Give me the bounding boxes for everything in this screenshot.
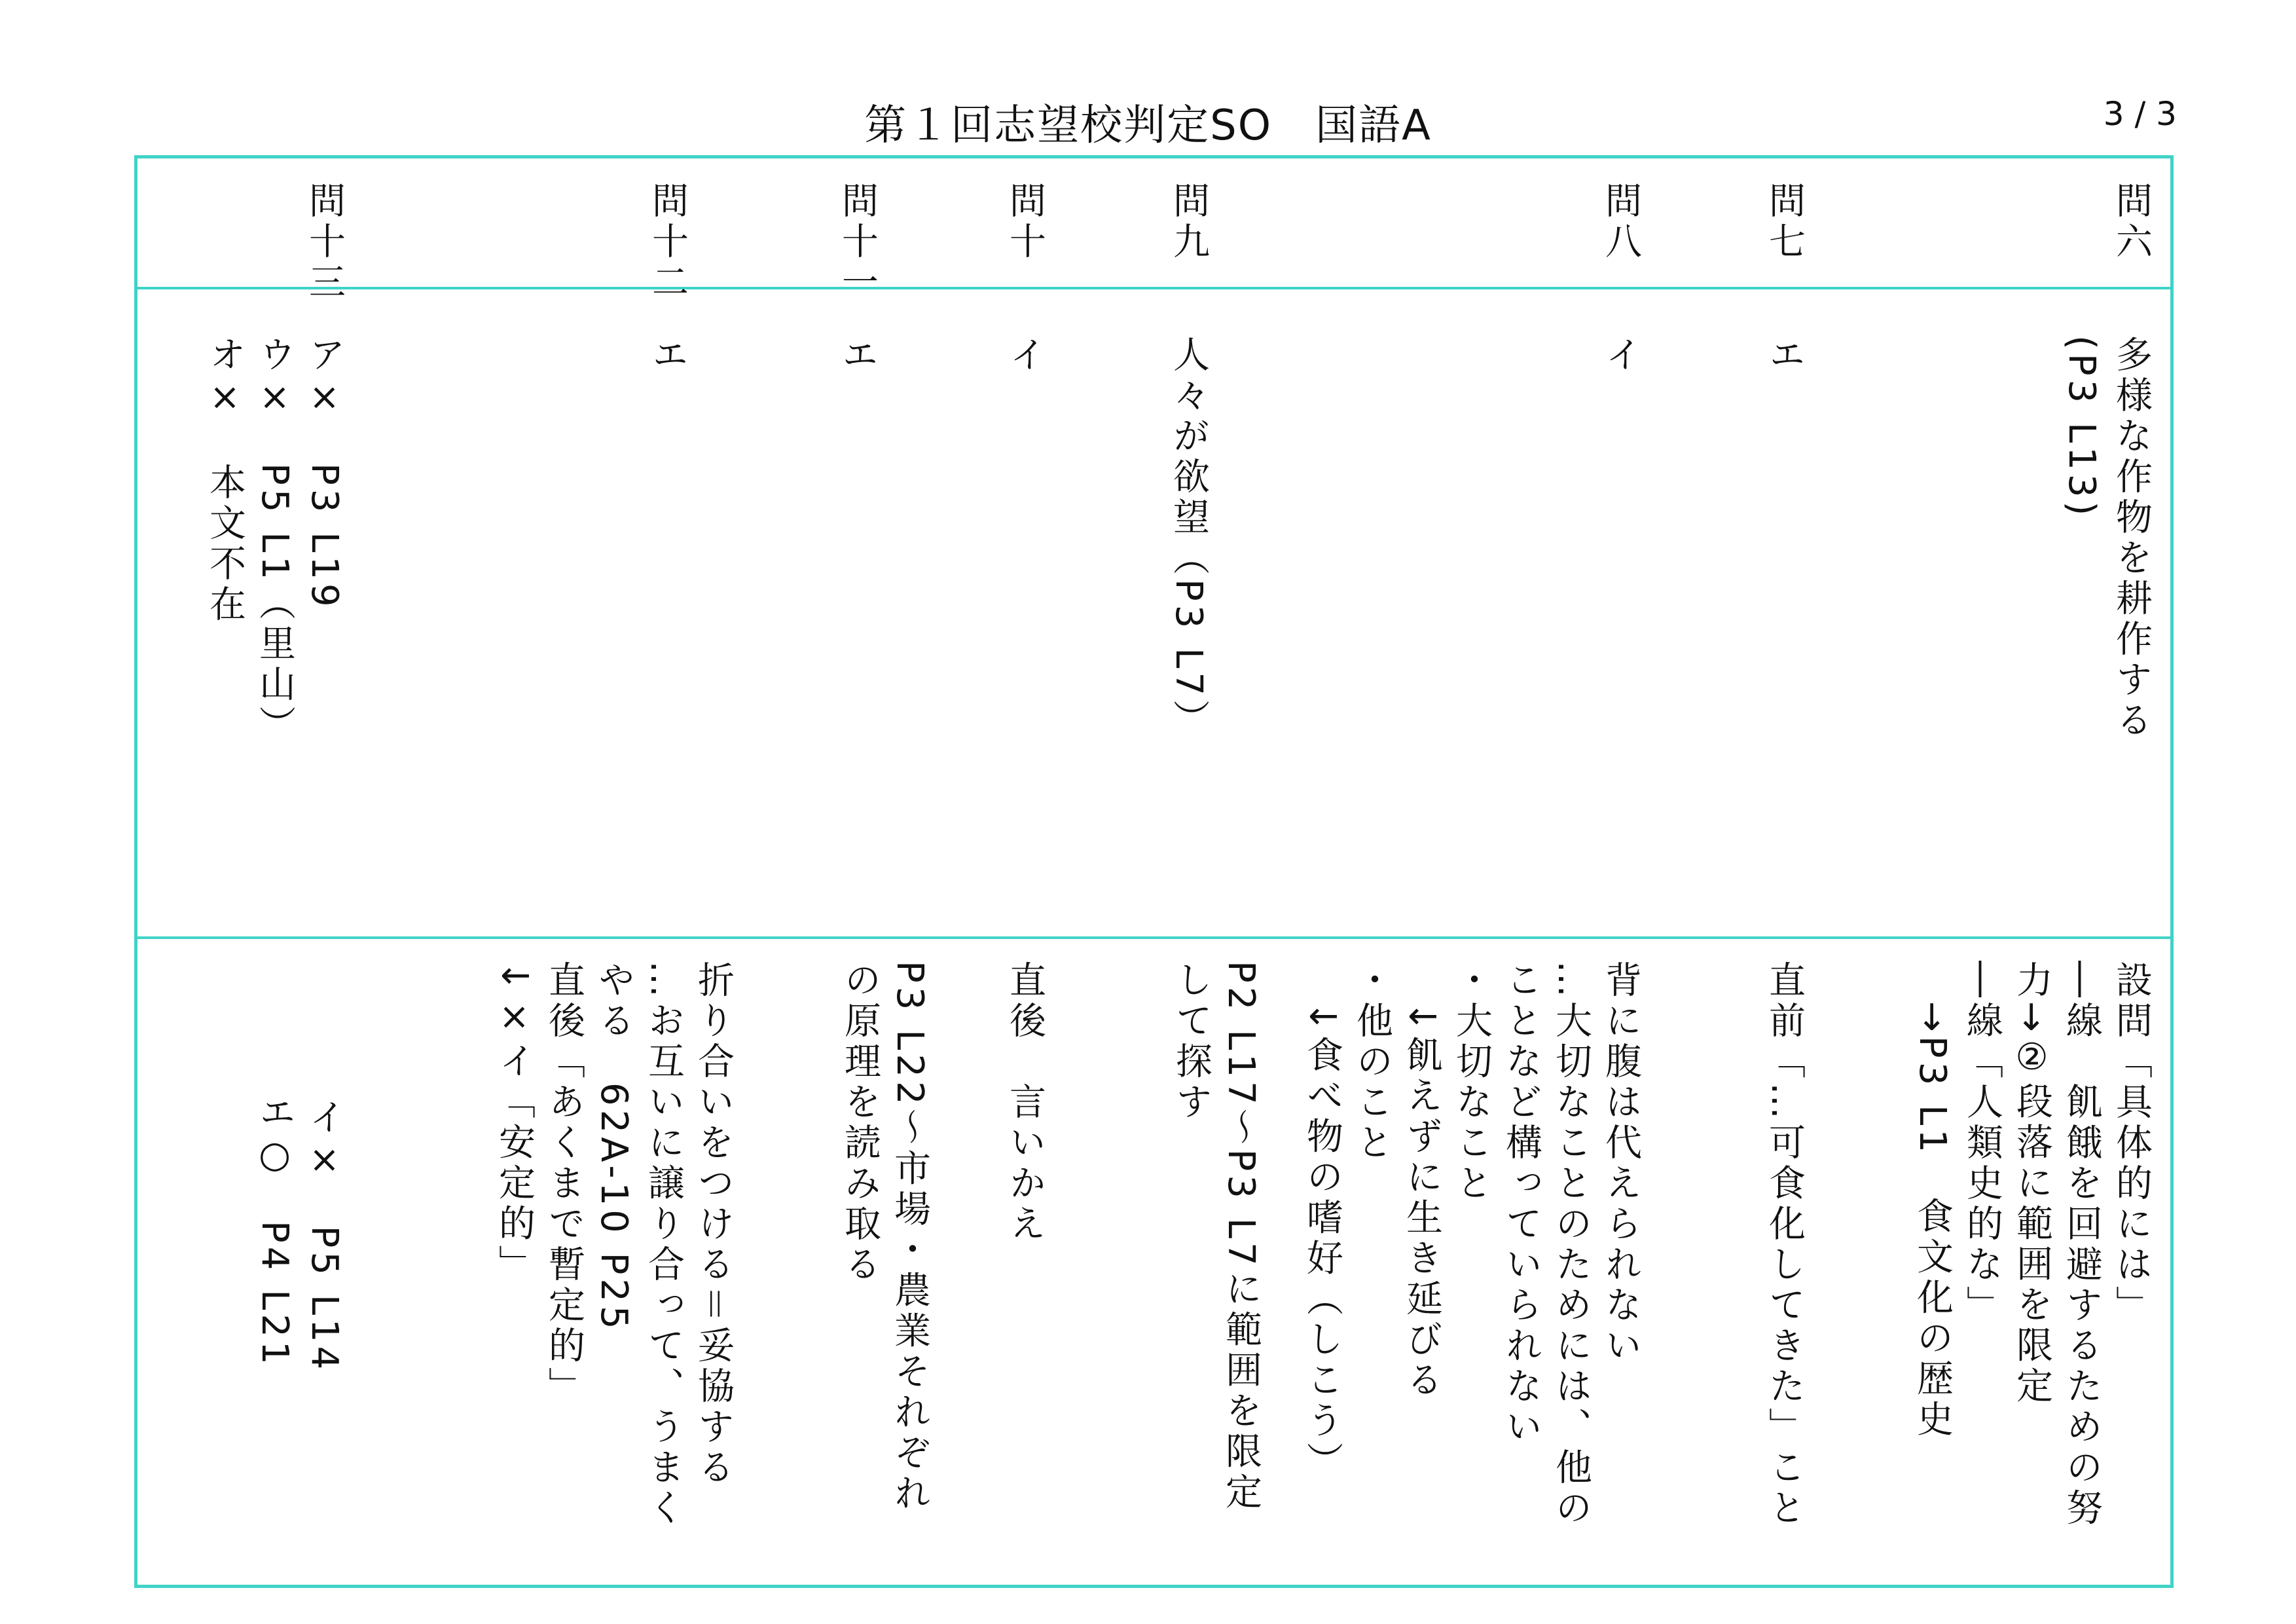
note-6: 設問「具体的には」 ―線 飢餓を回避するための努 力→②段落に範囲を限定 ―線「人類史的な」 →P3 L1 食文化の歴史 <box>1911 961 2153 1529</box>
question-label-7: 問七 <box>1763 181 1806 263</box>
question-label-9: 問九 <box>1167 181 1210 263</box>
question-label-8: 問八 <box>1599 181 1642 263</box>
answer-7: エ <box>1763 335 1806 376</box>
question-label-11: 問十一 <box>836 181 879 303</box>
note-7: 直前「…可食化してきた」こと <box>1763 961 1806 1529</box>
question-label-12: 問十二 <box>646 181 689 303</box>
notes-separator <box>137 936 2170 939</box>
note-9: P2 L17～P3 L7に範囲を限定 して探す <box>1170 961 1262 1513</box>
answer-8: イ <box>1599 335 1642 376</box>
note-8: 背に腹は代えられない …大切なことのためには、他の ことなど構っていられない ・大切なこと ↓飢えずに生き延びる ・他のこと ↓食べ物の嗜好（しこう） <box>1301 961 1642 1529</box>
question-label-6: 問六 <box>2110 181 2153 263</box>
page-number: 3 / 3 <box>2103 95 2177 133</box>
answer-12: エ <box>646 335 689 376</box>
answer-9: 人々が欲望（P3 L7） <box>1167 335 1210 741</box>
document-title: 第１回志望校判定SO 国語A <box>864 101 1432 150</box>
note-10: 直後 言いかえ <box>1004 961 1046 1245</box>
header-separator <box>137 287 2170 289</box>
answer-table <box>134 155 2174 1588</box>
question-label-10: 問十 <box>1004 181 1046 263</box>
answer-6: 多様な作物を耕作する (P3 L13) <box>2060 335 2153 741</box>
answer-11: エ <box>836 335 879 376</box>
note-11: P3 L22～市場・農業それぞれ の原理を読み取る <box>839 961 931 1515</box>
answer-13: ア× P3 L19 イ× P5 L14 ウ× P5 L1（里山） エ○ P4 L21 オ× 本文不在 <box>204 335 346 1374</box>
question-label-13: 問十三 <box>303 181 346 303</box>
answer-10: イ <box>1004 335 1046 376</box>
note-12: 折り合いをつける＝妥協する …お互いに譲り合って、うまく やる 62A-10 P25 直後「あくまで暫定的」 ↓×イ「安定的」 <box>493 961 735 1529</box>
